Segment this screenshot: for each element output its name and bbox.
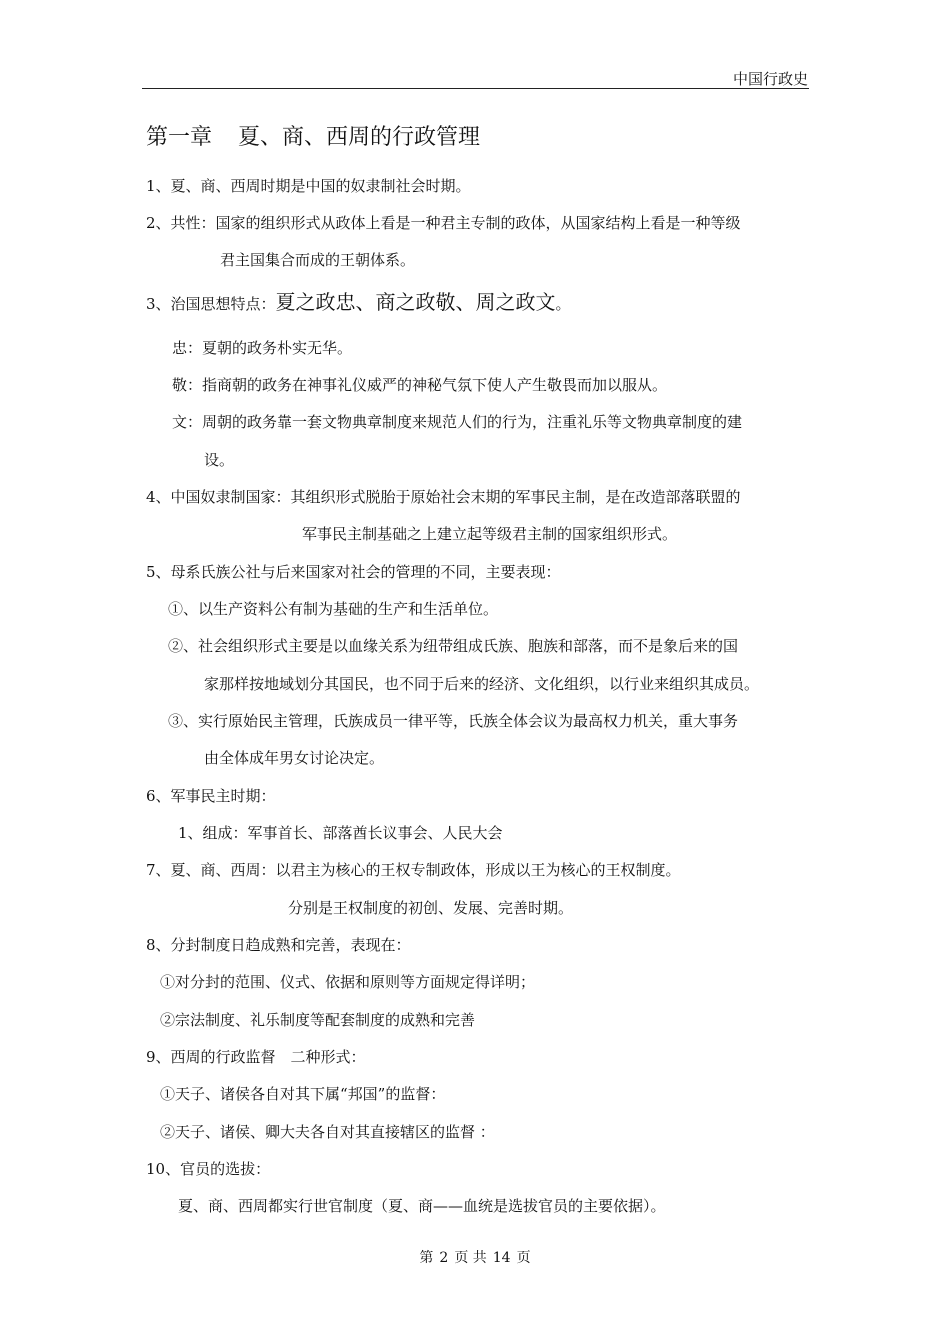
footer-suffix: 页: [516, 1250, 531, 1266]
point-8: 8、分封制度日趋成熟和完善，表现在：: [146, 936, 411, 954]
point-3-jing: 敬：指商朝的政务在神事礼仪威严的神秘气氛下使人产生敬畏而加以服从。: [172, 376, 668, 394]
point-3-emphasis: 夏之政忠、商之政敬、周之政文: [275, 290, 556, 314]
point-5-item-1: ①、以生产资料公有制为基础的生产和生活单位。: [168, 600, 499, 618]
point-3-end: 。: [555, 295, 571, 313]
point-8-item-1: ①对分封的范围、仪式、依据和原则等方面规定得详明；: [160, 973, 536, 991]
point-8-item-2: ②宗法制度、礼乐制度等配套制度的成熟和完善: [160, 1011, 476, 1029]
point-4-line-2: 军事民主制基础之上建立起等级君主制的国家组织形式。: [302, 525, 678, 543]
point-10-item-1: 夏、商、西周都实行世官制度（夏、商——血统是选拔官员的主要依据）。: [178, 1197, 666, 1215]
point-3: [146, 286, 571, 315]
page-number: 2: [439, 1250, 449, 1266]
point-7-line-1: 7、夏、商、西周：以君主为核心的王权专制政体，形成以王为核心的王权制度。: [146, 861, 681, 879]
point-10: 10、官员的选拔：: [146, 1160, 271, 1178]
point-5-item-3-line-2: 由全体成年男女讨论决定。: [204, 749, 385, 767]
point-5-item-2-line-1: ②、社会组织形式主要是以血缘关系为纽带组成氏族、胞族和部落，而不是象后来的国: [168, 637, 739, 655]
footer-prefix: 第: [419, 1250, 434, 1266]
point-3-label: 3、治国思想特点：: [146, 295, 276, 313]
chapter-number: 第一章: [146, 125, 213, 150]
page-footer: [0, 1247, 950, 1267]
point-3-wen-line-1: 文：周朝的政务靠一套文物典章制度来规范人们的行为，注重礼乐等文物典章制度的建: [172, 413, 743, 431]
point-6: 6、军事民主时期：: [146, 787, 276, 805]
point-7-line-2: 分别是王权制度的初创、发展、完善时期。: [288, 899, 574, 917]
point-9: 9、西周的行政监督 二种形式：: [146, 1048, 366, 1066]
point-1: 1、夏、商、西周时期是中国的奴隶制社会时期。: [146, 177, 471, 195]
point-5-item-2-line-2: 家那样按地域划分其国民，也不同于后来的经济、文化组织，以行业来组织其成员。: [204, 675, 760, 693]
running-header: 中国行政史: [732, 70, 808, 88]
point-3-wen-line-2: 设。: [204, 451, 235, 469]
page-total: 14: [492, 1250, 511, 1266]
point-9-item-1: ①天子、诸侯各自对其下属“邦国”的监督：: [160, 1085, 446, 1103]
chapter-name: 夏、商、西周的行政管理: [238, 125, 481, 150]
footer-middle: 页 共: [454, 1250, 487, 1266]
point-2-line-2: 君主国集合而成的王朝体系。: [220, 251, 416, 269]
header-divider: [142, 88, 809, 89]
point-4-line-1: 4、中国奴隶制国家：其组织形式脱胎于原始社会末期的军事民主制，是在改造部落联盟的: [146, 488, 741, 506]
point-5-item-3-line-1: ③、实行原始民主管理，氏族成员一律平等，氏族全体会议为最高权力机关，重大事务: [168, 712, 739, 730]
chapter-title: [146, 120, 480, 151]
point-5: 5、母系氏族公社与后来国家对社会的管理的不同，主要表现：: [146, 563, 561, 581]
point-9-item-2: ②天子、诸侯、卿大夫各自对其直接辖区的监督 ：: [160, 1123, 495, 1141]
point-3-zhong: 忠：夏朝的政务朴实无华。: [172, 339, 353, 357]
point-6-item-1: 1、组成：军事首长、部落酋长议事会、人民大会: [178, 824, 503, 842]
point-2-line-1: 2、共性：国家的组织形式从政体上看是一种君主专制的政体，从国家结构上看是一种等级: [146, 214, 741, 232]
